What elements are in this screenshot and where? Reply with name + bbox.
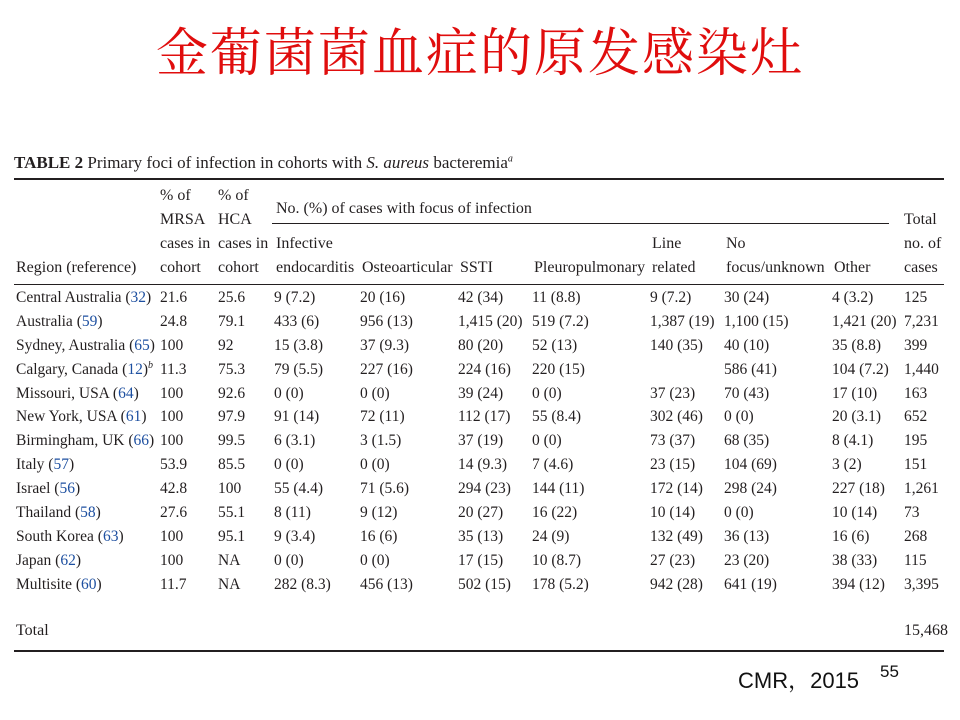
total-row-value: 15,468 [904,622,948,639]
cell-hca: 92.6 [218,384,246,402]
cell-total: 1,261 [904,480,939,498]
table-row [14,310,944,334]
cell-region: Japan (62) [16,551,82,569]
cell-region: Missouri, USA (64) [16,384,139,402]
cell-mrsa: 21.6 [160,288,188,306]
cell-hca: 75.3 [218,360,246,378]
table-body [14,286,944,597]
header-no-focus: No focus/unknown [726,235,825,276]
cell-ssti: 294 (23) [458,480,511,498]
cell-region: New York, USA (61) [16,408,147,426]
cell-region: Thailand (58) [16,503,101,521]
cell-region: Birmingham, UK (66) [16,432,155,450]
cell-osteo: 3 (1.5) [360,432,402,450]
caption-footnote-mark: a [507,153,513,165]
reference-link[interactable]: 32 [130,288,147,306]
cell-osteo: 72 (11) [360,408,405,426]
cell-ie: 6 (3.1) [274,432,316,450]
header-infective-endocarditis: Infective endocarditis [276,235,355,276]
table-row [14,453,944,477]
header-total: Total no. of cases [904,211,942,276]
cell-nofocus: 298 (24) [724,480,777,498]
cell-osteo: 956 (13) [360,312,413,330]
cell-pleuro: 220 (15) [532,360,585,378]
cell-mrsa: 27.6 [160,503,188,521]
cell-region: Calgary, Canada $(12)^b$ [16,360,154,379]
cell-region: Central Australia (32) [16,288,152,306]
cell-ie: 9 (3.4) [274,527,316,545]
table-label: TABLE 2 [14,153,84,172]
cell-ie: 282 (8.3) [274,575,331,593]
table-row [14,573,944,597]
header-ssti: SSTI [460,259,493,276]
header-hca: % of HCA cases in cohort [218,187,269,276]
cell-line: 27 (23) [650,551,696,569]
table-top-rule [14,178,944,180]
cell-ie: 433 (6) [274,312,320,330]
cell-region: Multisite (60) [16,575,102,593]
cell-ssti: 42 (34) [458,288,504,306]
cell-mrsa: 100 [160,336,184,354]
table-row [14,525,944,549]
page-number: 55 [880,662,899,681]
region-name: Australia [16,312,73,330]
cell-total: 652 [904,408,928,426]
cell-nofocus: 36 (13) [724,527,770,545]
cell-line: 302 (46) [650,408,703,426]
cell-ie: 0 (0) [274,384,304,402]
cell-region: Australia (59) [16,312,103,330]
cell-total: 399 [904,336,928,354]
cell-line: 73 (37) [650,432,696,450]
cell-hca: 100 [218,480,242,498]
cell-line: 9 (7.2) [650,288,692,306]
table-row [14,334,944,358]
cell-ssti: 20 (27) [458,503,504,521]
cell-ssti: 14 (9.3) [458,456,508,474]
cell-hca: NA [218,575,241,593]
cell-other: 227 (18) [832,480,885,498]
cell-mrsa: 11.7 [160,575,187,593]
cell-ie: 15 (3.8) [274,336,324,354]
region-name: Central Australia [16,288,122,306]
cell-total: 1,440 [904,360,939,378]
cell-total: 268 [904,527,928,545]
cell-line: 132 (49) [650,527,703,545]
region-name: Thailand [16,503,72,521]
cell-osteo: 20 (16) [360,288,406,306]
table-header-rule [14,284,944,285]
cell-nofocus: 40 (10) [724,336,770,354]
cell-ie: 0 (0) [274,456,304,474]
cell-total: 163 [904,384,928,402]
cell-hca: 97.9 [218,408,246,426]
cell-region: Italy (57) [16,456,75,474]
table-row [14,405,944,429]
reference-link[interactable]: 65 [134,336,150,354]
region-name: Sydney, Australia [16,336,126,354]
cell-total: 115 [904,551,927,569]
footnote-mark: b [148,360,154,372]
region-name: Calgary, Canada [16,361,119,379]
cell-ie: 55 (4.4) [274,480,324,498]
table-row [14,549,944,573]
reference-link[interactable]: 12 [127,361,143,379]
cell-ssti: 80 (20) [458,336,504,354]
region-name: Multisite [16,575,72,593]
citation: CMR，2015 [738,668,860,693]
cell-pleuro: 55 (8.4) [532,408,582,426]
cell-other: 4 (3.2) [832,288,874,306]
cell-other: 8 (4.1) [832,432,874,450]
reference-link[interactable]: 64 [118,384,134,402]
cell-pleuro: 0 (0) [532,432,562,450]
cell-pleuro: 7 (4.6) [532,456,574,474]
cell-other: 3 (2) [832,456,862,474]
cell-pleuro: 0 (0) [532,384,562,402]
region-name: Birmingham, UK [16,432,125,450]
cell-ie: 0 (0) [274,551,304,569]
caption-organism: S. aureus [366,153,430,172]
foci-table [14,286,944,597]
cell-pleuro: 16 (22) [532,503,578,521]
cell-nofocus: 68 (35) [724,432,770,450]
cell-mrsa: 42.8 [160,480,188,498]
caption-text-before: Primary foci of infection in cohorts with [83,153,367,172]
cell-line: 37 (23) [650,384,696,402]
cell-nofocus: 0 (0) [724,408,754,426]
table-bottom-rule [14,650,944,652]
cell-pleuro: 144 (11) [532,480,585,498]
cell-ssti: 224 (16) [458,360,511,378]
cell-osteo: 456 (13) [360,575,413,593]
total-row-label: Total [16,622,49,639]
cell-osteo: 227 (16) [360,360,413,378]
cell-osteo: 9 (12) [360,503,398,521]
header-group-rule [272,223,889,224]
table-row [14,286,944,310]
cell-ie: 9 (7.2) [274,288,316,306]
region-name: Japan [16,551,52,569]
cell-region: South Korea (63) [16,527,124,545]
cell-mrsa: 53.9 [160,456,188,474]
cell-nofocus: 23 (20) [724,551,770,569]
cell-osteo: 0 (0) [360,384,390,402]
table-row [14,429,944,453]
cell-hca: 99.5 [218,432,246,450]
cell-line: 1,387 (19) [650,312,715,330]
cell-nofocus: 0 (0) [724,503,754,521]
region-name: Italy [16,456,45,474]
table-row [14,477,944,501]
header-pleuropulmonary: Pleuropulmonary [534,259,646,276]
cell-nofocus: 1,100 (15) [724,312,789,330]
cell-ie: 79 (5.5) [274,360,324,378]
region-name: Israel [16,480,51,498]
cell-osteo: 16 (6) [360,527,398,545]
cell-line: 23 (15) [650,456,696,474]
reference-link[interactable]: 63 [102,527,119,545]
cell-other: 35 (8.8) [832,336,882,354]
cell-hca: 92 [218,336,234,354]
header-other: Other [834,259,871,276]
cell-other: 20 (3.1) [832,408,882,426]
reference-link[interactable]: 57 [53,456,69,474]
cell-ssti: 35 (13) [458,527,504,545]
cell-region: Israel (56) [16,480,81,498]
header-mrsa: % of MRSA cases in cohort [160,187,211,276]
cell-hca: 55.1 [218,503,246,521]
cell-hca: 95.1 [218,527,246,545]
cell-total: 3,395 [904,575,939,593]
reference-link[interactable]: 58 [80,503,96,521]
cell-mrsa: 100 [160,527,184,545]
region-name: South Korea [16,527,94,545]
region-name: New York, USA [16,408,117,426]
cell-pleuro: 10 (8.7) [532,551,582,569]
header-line-related: Line related [652,235,696,276]
cell-other: 16 (6) [832,527,870,545]
cell-other: 394 (12) [832,575,885,593]
cell-total: 151 [904,456,928,474]
cell-pleuro: 178 (5.2) [532,575,589,593]
table-caption [14,153,513,173]
header-focus-group: No. (%) of cases with focus of infection [276,200,532,217]
reference-link[interactable]: 56 [59,480,75,498]
header-osteoarticular: Osteoarticular [362,259,453,276]
cell-ie: 91 (14) [274,408,320,426]
cell-total: 73 [904,503,920,521]
cell-nofocus: 70 (43) [724,384,770,402]
slide-title: 金葡菌菌血症的原发感染灶 [155,24,804,84]
cell-hca: 25.6 [218,288,246,306]
cell-ssti: 37 (19) [458,432,504,450]
reference-link[interactable]: 61 [125,408,142,426]
cell-line: 172 (14) [650,480,703,498]
cell-osteo: 0 (0) [360,551,390,569]
cell-mrsa: 100 [160,408,184,426]
reference-link[interactable]: 62 [60,551,76,569]
reference-link[interactable]: 60 [81,575,97,593]
cell-hca: 85.5 [218,456,246,474]
cell-ssti: 17 (15) [458,551,504,569]
cell-mrsa: 100 [160,432,184,450]
caption-text-after: bacteremia [429,153,508,172]
cell-line: 10 (14) [650,503,696,521]
cell-total: 7,231 [904,312,939,330]
table-row [14,501,944,525]
reference-link[interactable]: 59 [81,312,98,330]
cell-mrsa: 11.3 [160,360,187,378]
cell-hca: 79.1 [218,312,246,330]
cell-other: 104 (7.2) [832,360,889,378]
cell-ssti: 39 (24) [458,384,504,402]
cell-pleuro: 519 (7.2) [532,312,589,330]
cell-other: 38 (33) [832,551,878,569]
cell-osteo: 0 (0) [360,456,390,474]
cell-ssti: 112 (17) [458,408,511,426]
cell-nofocus: 586 (41) [724,360,777,378]
header-region: Region (reference) [16,259,137,276]
cell-other: 17 (10) [832,384,878,402]
cell-osteo: 37 (9.3) [360,336,410,354]
cell-total: 195 [904,432,928,450]
cell-ssti: 502 (15) [458,575,511,593]
cell-region: Sydney, Australia (65) [16,336,155,354]
cell-pleuro: 11 (8.8) [532,288,581,306]
cell-line [648,358,722,382]
cell-mrsa: 100 [160,551,184,569]
cell-total: 125 [904,288,928,306]
cell-ssti: 1,415 (20) [458,312,523,330]
region-name: Missouri, USA [16,384,110,402]
cell-pleuro: 24 (9) [532,527,570,545]
cell-other: 1,421 (20) [832,312,897,330]
cell-other: 10 (14) [832,503,878,521]
cell-line: 942 (28) [650,575,703,593]
table-row [14,358,944,382]
cell-nofocus: 641 (19) [724,575,777,593]
cell-pleuro: 52 (13) [532,336,578,354]
cell-mrsa: 100 [160,384,184,402]
cell-nofocus: 104 (69) [724,456,777,474]
cell-line: 140 (35) [650,336,703,354]
cell-mrsa: 24.8 [160,312,188,330]
cell-nofocus: 30 (24) [724,288,770,306]
cell-osteo: 71 (5.6) [360,480,410,498]
cell-hca: NA [218,551,241,569]
cell-ie: 8 (11) [274,503,311,521]
table-row [14,382,944,406]
reference-link[interactable]: 66 [133,432,150,450]
